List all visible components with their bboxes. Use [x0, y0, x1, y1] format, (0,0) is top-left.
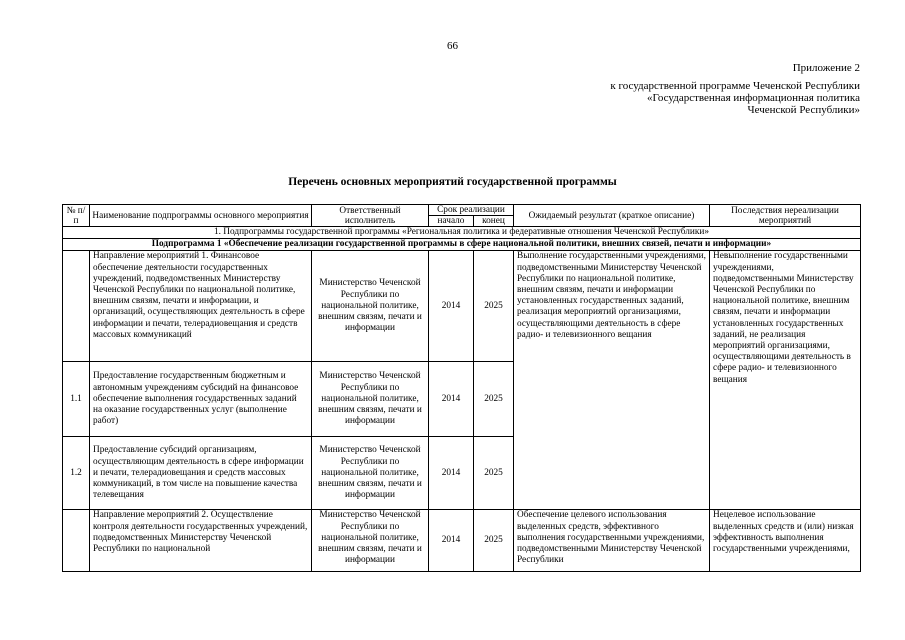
- header-executor: Ответственный исполнитель: [312, 205, 429, 227]
- row-start: 2014: [429, 510, 474, 572]
- table-row: [63, 251, 861, 362]
- row-executor: Министерство Чеченской Республики по национальной политике, внешним связям, печати и информации: [312, 437, 429, 510]
- row-executor-text: Министерство Чеченской Республики по национальной политике, внешним связям, печати и информации: [318, 510, 422, 566]
- table-row: [63, 510, 861, 572]
- appendix-line-2: «Государственная информационная политика: [647, 92, 860, 104]
- row-num: [63, 251, 90, 362]
- row-name: Направление мероприятий 1. Финансовое обеспечение деятельности государственных учреждений, подведомственных Министерству Чеченской Республики по национальной политике, внешним связям, печати и информации, и организаций, осуществляющих деятельность в сфере информации и печати, телерадиовещания и средств массовых коммуникаций: [90, 251, 312, 362]
- subprogram-title: Подпрограмма 1 «Обеспечение реализации государственной программы в сфере национальной политики, внешних связей, печати и информации»: [63, 239, 861, 251]
- group-consequences: Невыполнение государственными учреждениями, подведомственными Министерству Чеченской Республики по национальной политике, внешним связям, печати и информации установленных государственных заданий, не реализация мероприятий организациями, осуществляющими деятельность в сфере радио- и телевизионного вещания: [710, 251, 861, 510]
- row-num: 1.2: [63, 437, 90, 510]
- appendix-line-3: Чеченской Республики»: [747, 104, 860, 116]
- header-row: [63, 205, 861, 216]
- row-num: 1.1: [63, 362, 90, 437]
- header-consequences: Последствия нереализации мероприятий: [710, 205, 861, 227]
- row-num: [63, 510, 90, 572]
- header-name: Наименование подпрограммы основного мероприятия: [90, 205, 312, 227]
- row-start: 2014: [429, 251, 474, 362]
- row-result-text: Обеспечение целевого использования выделенных средств, эффективного выполнения государственными учреждениями, подведомственными Министерству Чеченской Республики: [517, 510, 705, 566]
- page-number: 66: [447, 40, 458, 52]
- row-end: 2025: [474, 510, 514, 572]
- header-period: Срок реализации: [429, 205, 514, 216]
- appendix-header: [530, 62, 860, 116]
- document-title: Перечень основных мероприятий государственной программы: [288, 176, 617, 188]
- section-title: 1. Подпрограммы государственной программы «Региональная политика и федеративные отношения Чеченской Республики»: [63, 227, 861, 239]
- row-executor: Министерство Чеченской Республики по национальной политике, внешним связям, печати и информации: [312, 251, 429, 362]
- row-name: Предоставление государственным бюджетным и автономным учреждениям субсидий на финансовое обеспечение выполнения государственных заданий на оказание государственных услуг (выполнение работ): [90, 362, 312, 437]
- row-executor: Министерство Чеченской Республики по национальной политике, внешним связям, печати и информации: [312, 362, 429, 437]
- header-end: конец: [474, 216, 514, 227]
- row-end: 2025: [474, 437, 514, 510]
- header-start: начало: [429, 216, 474, 227]
- row-name: Предоставление субсидий организациям, осуществляющим деятельность в сфере информации и печати, телерадиовещания и средств массовых коммуникаций, в том числе на повышение качества телевещания: [90, 437, 312, 510]
- subprogram-row: [63, 239, 861, 251]
- group-result: Выполнение государственными учреждениями, подведомственными Министерству Чеченской Республики по национальной политике, внешним связям, печати и информации установленных государственных заданий, реализация мероприятий организациями, осуществляющими деятельность в сфере радио- и телевизионного вещания: [514, 251, 710, 510]
- header-num: № п/п: [63, 205, 90, 227]
- row-start: 2014: [429, 362, 474, 437]
- row-end: 2025: [474, 362, 514, 437]
- row-name-text: Направление мероприятий 2. Осуществление контроля деятельности государственных учреждений, подведомственных Министерству Чеченской Республики по национальной: [93, 510, 308, 555]
- header-result: Ожидаемый результат (краткое описание): [514, 205, 710, 227]
- row-start: 2014: [429, 437, 474, 510]
- row-result: [514, 510, 710, 572]
- row-executor: [312, 510, 429, 572]
- appendix-line-1: к государственной программе Чеченской Республики: [610, 80, 860, 92]
- appendix-title: Приложение 2: [792, 62, 860, 74]
- row-name: [90, 510, 312, 572]
- row-consequences: [710, 510, 861, 572]
- section-row: [63, 227, 861, 239]
- row-end: 2025: [474, 251, 514, 362]
- row-consequences-text: Нецелевое использование выделенных средств и (или) низкая эффективность выполнения государственными учреждениями,: [713, 510, 854, 555]
- measures-table: [62, 204, 861, 572]
